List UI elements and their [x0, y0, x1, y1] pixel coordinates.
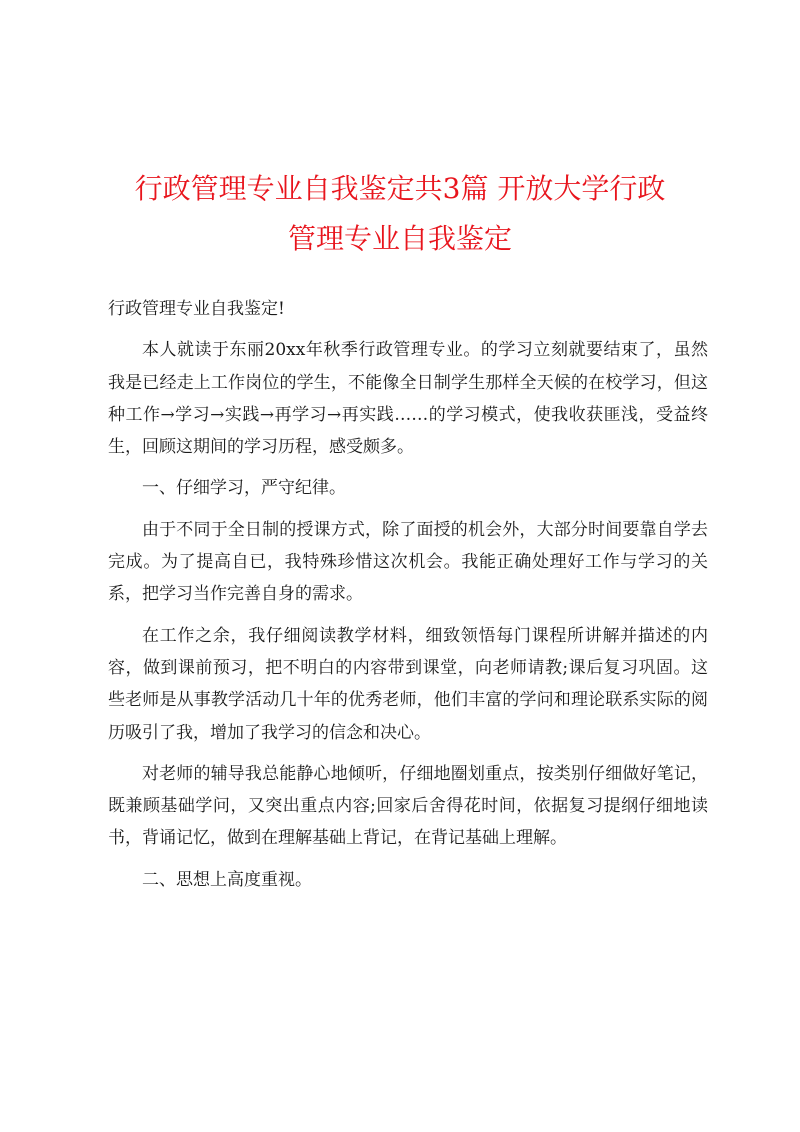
section-heading-1: 一、仔细学习，严守纪律。 [142, 478, 346, 499]
paragraph-heading: 行政管理专业自我鉴定! [108, 299, 285, 319]
document-title-line-2: 管理专业自我鉴定 [287, 222, 512, 255]
document-title-line-1: 行政管理专业自我鉴定共3篇 开放大学行政 [134, 172, 666, 205]
paragraph: 对老师的辅导我总能静心地倾听，仔细地圈划重点，按类别仔细做好笔记，既兼顾基础学问，又突出重点内容;回家后舍得花时间，依据复习提纲仔细地读书，背诵记忆，做到在理解基础上背记，在背记基础上理解。 [108, 763, 708, 849]
document-body [108, 293, 708, 905]
section-heading-2: 二、思想上高度重视。 [142, 869, 312, 890]
paragraph-intro: 本人就读于东丽20xx年秋季行政管理专业。的学习立刻就要结束了，虽然我是已经走上工作岗位的学生，不能像全日制学生那样全天候的在校学习，但这种工作→学习→实践→再学习→再实践……的学习模式，使我收获匪浅，受益终生，回顾这期间的学习历程，感受颇多。 [108, 340, 708, 458]
paragraph: 在工作之余，我仔细阅读教学材料，细致领悟每门课程所讲解并描述的内容，做到课前预习，把不明白的内容带到课堂，向老师请教;课后复习巩固。这些老师是从事教学活动几十年的优秀老师，他们丰富的学问和理论联系实际的阅历吸引了我，增加了我学习的信念和决心。 [108, 625, 708, 743]
paragraph: 由于不同于全日制的授课方式，除了面授的机会外，大部分时间要靠自学去完成。为了提高自已，我特殊珍惜这次机会。我能正确处理好工作与学习的关系，把学习当作完善自身的需求。 [108, 519, 708, 605]
document-title [90, 164, 710, 264]
